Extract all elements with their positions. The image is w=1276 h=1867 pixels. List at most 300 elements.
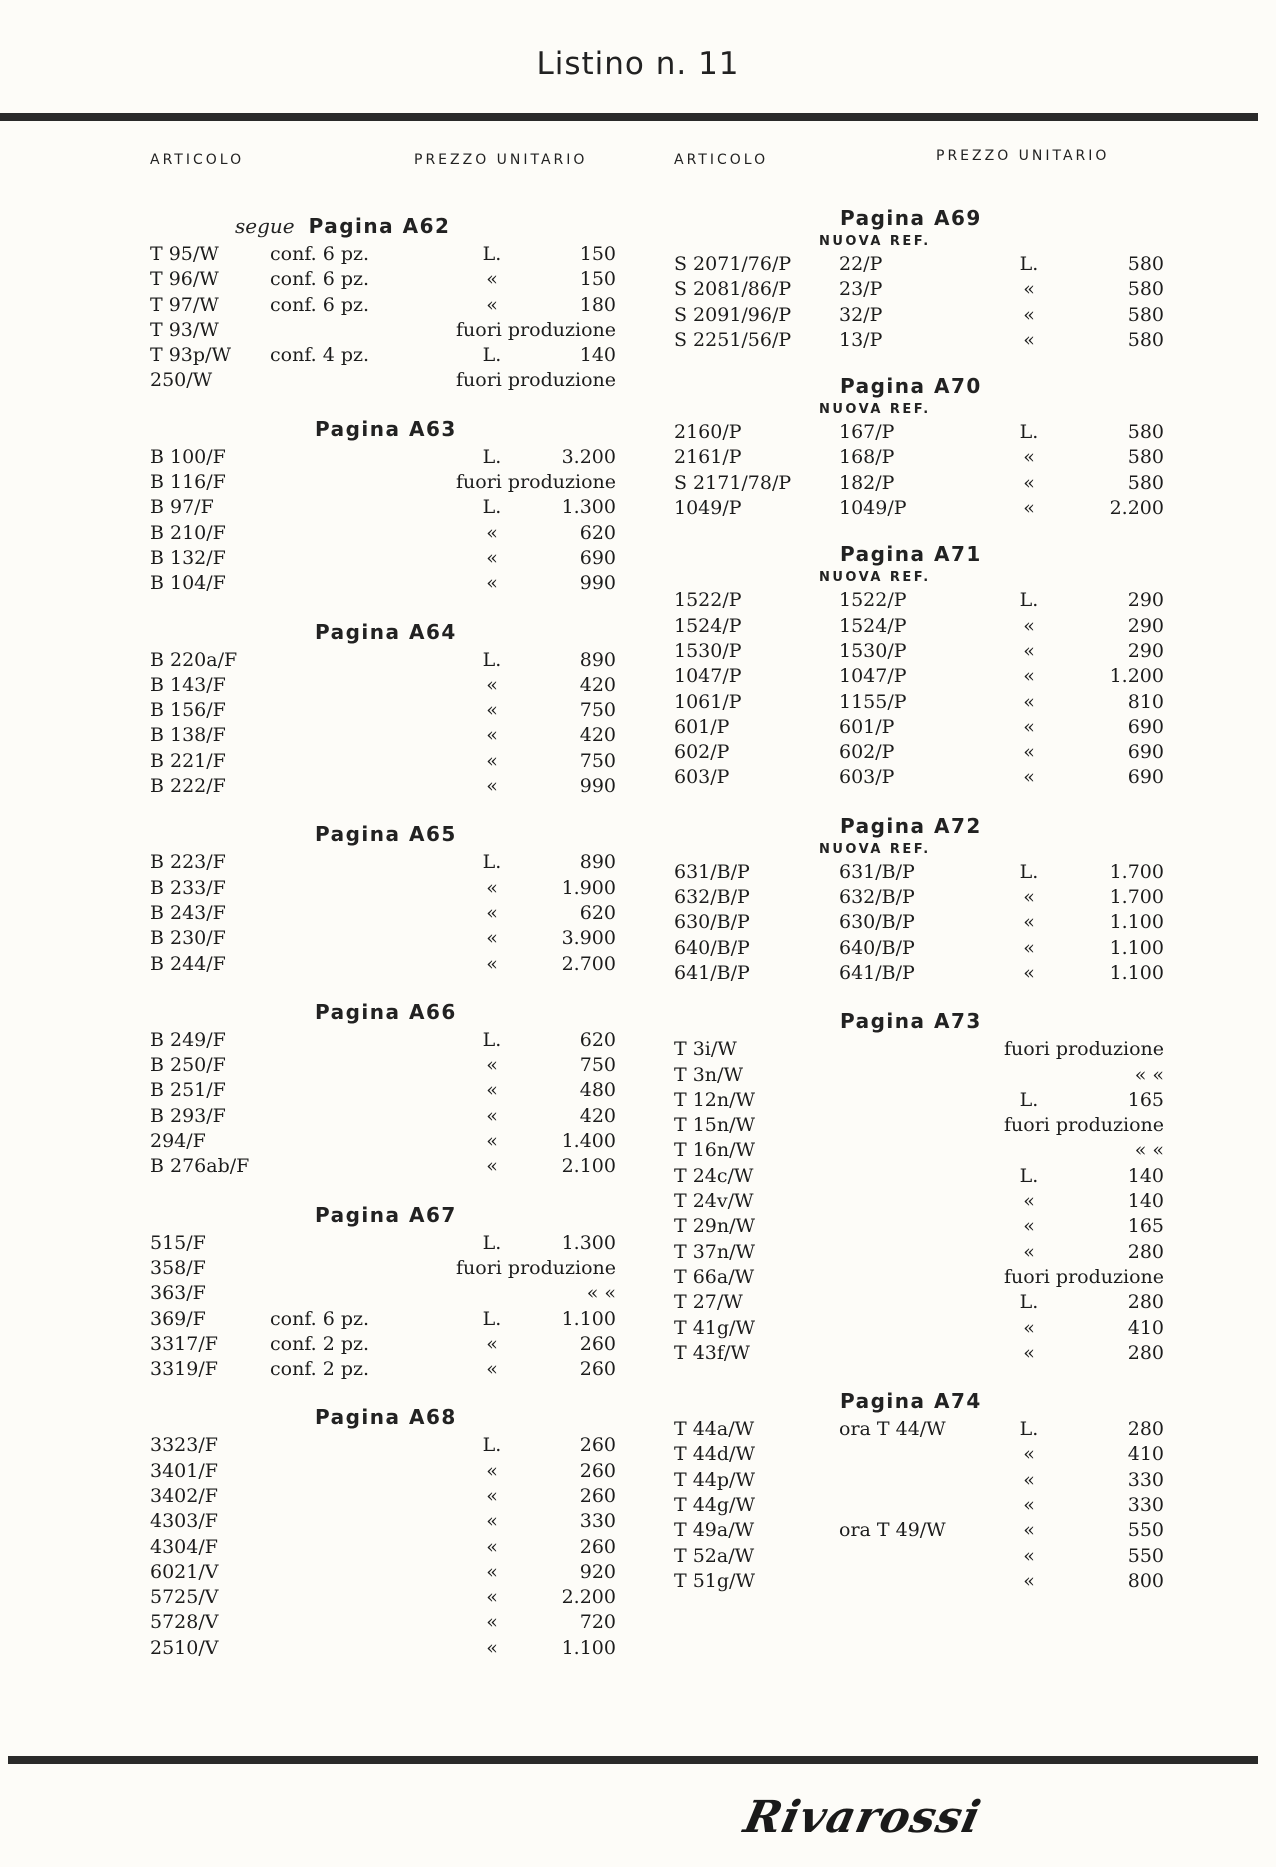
top-rule	[0, 113, 1258, 121]
price-row	[150, 951, 650, 976]
unit-price: 1.700	[1109, 860, 1164, 883]
unit-price: 290	[1127, 639, 1164, 662]
group-heading-text: Pagina A70	[840, 374, 982, 399]
article-code: T 24c/W	[674, 1164, 754, 1187]
currency-mark: «	[486, 699, 498, 722]
new-reference: 1155/P	[839, 690, 907, 713]
currency-mark: «	[1023, 886, 1035, 909]
unit-price: 1.200	[1109, 665, 1164, 688]
article-code: T 49a/W	[674, 1519, 755, 1542]
currency-mark: «	[1023, 446, 1035, 469]
article-code: S 2171/78/P	[674, 471, 792, 494]
unit-price: 580	[1127, 253, 1164, 275]
article-code: T 44d/W	[674, 1443, 755, 1466]
article-code: 2510/V	[150, 1636, 219, 1659]
currency-mark: «	[486, 1155, 498, 1178]
unit-price: 620	[579, 901, 616, 924]
unit-price: 420	[579, 1104, 616, 1127]
price-row	[150, 1077, 650, 1102]
article-code: 2160/P	[674, 421, 742, 444]
price-row	[150, 342, 650, 367]
unit-price: 260	[579, 1434, 616, 1457]
article-code: T 41g/W	[674, 1316, 755, 1339]
currency-mark: «	[486, 1484, 498, 1507]
price-row	[150, 647, 650, 672]
price-row	[150, 1458, 650, 1483]
article-code: B 116/F	[150, 471, 226, 494]
article-code: T 44a/W	[674, 1418, 755, 1441]
unit-price: 420	[579, 724, 616, 747]
production-status: « «	[586, 1282, 616, 1305]
unit-price: 2.700	[561, 952, 616, 975]
article-code: T 97/W	[150, 293, 219, 316]
unit-price: 580	[1127, 421, 1164, 444]
unit-price: 165	[1127, 1088, 1164, 1111]
unit-price: 1.400	[561, 1130, 616, 1153]
currency-mark: «	[486, 1130, 498, 1153]
header-prezzo-right: PREZZO UNITARIO	[936, 148, 1110, 164]
group-heading-text: Pagina A73	[840, 1009, 982, 1034]
article-code: B 222/F	[150, 775, 226, 798]
price-row	[150, 1255, 650, 1280]
article-code: 6021/V	[150, 1560, 219, 1583]
unit-price: 140	[1127, 1164, 1164, 1187]
article-code: 1530/P	[674, 639, 742, 662]
currency-mark: L.	[482, 851, 502, 874]
article-code: T 24v/W	[674, 1190, 754, 1213]
unit-price: 2.200	[561, 1586, 616, 1609]
production-status: fuori produzione	[1004, 1265, 1164, 1288]
price-row	[674, 327, 1194, 352]
new-reference: 632/B/P	[839, 886, 915, 909]
group-heading-text: Pagina A65	[315, 822, 457, 847]
currency-mark: L.	[482, 648, 502, 671]
currency-mark: «	[486, 1054, 498, 1077]
article-code: S 2081/86/P	[674, 278, 792, 301]
currency-mark: «	[1023, 1215, 1035, 1238]
article-code: T 29n/W	[674, 1215, 756, 1238]
currency-mark: «	[1023, 1316, 1035, 1339]
article-code: B 244/F	[150, 952, 226, 975]
currency-mark: «	[1023, 471, 1035, 494]
unit-price: 690	[1127, 715, 1164, 738]
price-row	[674, 689, 1194, 714]
article-code: T 3i/W	[674, 1038, 737, 1061]
article-code: S 2091/96/P	[674, 303, 792, 326]
new-reference: 22/P	[839, 253, 883, 275]
price-row	[150, 1635, 650, 1660]
price-row	[674, 638, 1194, 663]
price-row	[674, 764, 1194, 789]
currency-mark: «	[1023, 639, 1035, 662]
price-row	[150, 672, 650, 697]
currency-mark: L.	[1019, 860, 1039, 883]
price-row	[150, 1534, 650, 1559]
article-code: 632/B/P	[674, 886, 750, 909]
unit-price: 920	[579, 1560, 616, 1583]
article-code: T 66a/W	[674, 1265, 755, 1288]
price-row	[150, 241, 650, 266]
article-code: B 138/F	[150, 724, 226, 747]
price-row	[674, 1163, 1194, 1188]
currency-mark: «	[1023, 614, 1035, 637]
article-code: 3402/F	[150, 1484, 218, 1507]
article-code: 5725/V	[150, 1586, 219, 1609]
price-row	[150, 1508, 650, 1533]
price-row	[150, 545, 650, 570]
currency-mark: «	[486, 293, 498, 316]
article-code: 3401/F	[150, 1459, 218, 1482]
unit-price: 580	[1127, 303, 1164, 326]
unit-price: 1.900	[561, 876, 616, 899]
article-code: T 96/W	[150, 268, 219, 291]
new-reference: 23/P	[839, 278, 883, 301]
currency-mark: «	[486, 1079, 498, 1102]
price-row	[150, 469, 650, 494]
unit-price: 620	[579, 521, 616, 544]
currency-mark: «	[486, 901, 498, 924]
currency-mark: «	[486, 1510, 498, 1533]
article-code: 4304/F	[150, 1535, 218, 1558]
price-row	[674, 1568, 1194, 1593]
group-heading-text: Pagina A74	[840, 1389, 982, 1414]
article-code: B 276ab/F	[150, 1155, 250, 1178]
currency-mark: «	[1023, 690, 1035, 713]
nuova-ref-label: NUOVA REF.	[819, 841, 931, 857]
group-heading-text: Pagina A64	[315, 619, 457, 644]
group-heading	[150, 820, 650, 849]
price-row	[674, 251, 1194, 276]
unit-price: 3.200	[561, 445, 616, 468]
price-row	[674, 935, 1194, 960]
unit-price: 810	[1127, 690, 1164, 713]
article-code: T 44g/W	[674, 1493, 755, 1516]
article-code: 1049/P	[674, 497, 742, 520]
group-heading-text: Pagina A68	[315, 1405, 457, 1430]
currency-mark: L.	[482, 1307, 502, 1330]
article-code: 250/W	[150, 369, 213, 392]
unit-price: 165	[1127, 1215, 1164, 1238]
price-row	[674, 1137, 1194, 1162]
price-group	[150, 998, 650, 1179]
article-code: 3317/F	[150, 1332, 218, 1355]
unit-price: 410	[1127, 1443, 1164, 1466]
unit-price: 580	[1127, 278, 1164, 301]
currency-mark: L.	[1019, 589, 1039, 612]
package-size: conf. 6 pz.	[270, 1307, 370, 1330]
unit-price: 3.900	[561, 927, 616, 950]
unit-price: 290	[1127, 614, 1164, 637]
group-heading	[674, 812, 1194, 841]
package-size: conf. 2 pz.	[270, 1358, 370, 1381]
group-heading-text: Pagina A62	[308, 214, 451, 238]
unit-price: 260	[579, 1535, 616, 1558]
currency-mark: «	[1023, 497, 1035, 520]
unit-price: 280	[1127, 1341, 1164, 1364]
new-reference: 1047/P	[839, 665, 907, 688]
price-row	[674, 1492, 1194, 1517]
unit-price: 580	[1127, 446, 1164, 469]
production-status: fuori produzione	[456, 369, 616, 392]
article-code: B 220a/F	[150, 648, 238, 671]
price-group	[150, 1201, 650, 1382]
price-row	[150, 1356, 650, 1381]
unit-price: 140	[579, 344, 616, 367]
currency-mark: «	[486, 1535, 498, 1558]
article-code: T 93p/W	[150, 344, 231, 367]
unit-price: 720	[579, 1611, 616, 1634]
currency-mark: «	[486, 1636, 498, 1659]
price-row	[150, 697, 650, 722]
currency-mark: L.	[1019, 253, 1039, 275]
price-row	[674, 1062, 1194, 1087]
group-heading	[150, 415, 650, 444]
header-articolo-right: ARTICOLO	[674, 152, 769, 168]
price-row	[674, 663, 1194, 688]
price-row	[674, 1416, 1194, 1441]
article-code: B 210/F	[150, 521, 226, 544]
price-row	[674, 1036, 1194, 1061]
bottom-rule	[8, 1756, 1258, 1764]
group-heading	[150, 998, 650, 1027]
currency-mark: L.	[482, 1434, 502, 1457]
article-code: B 132/F	[150, 546, 226, 569]
package-size: conf. 6 pz.	[270, 293, 370, 316]
group-heading-text: Pagina A71	[840, 542, 982, 567]
production-status: fuori produzione	[1004, 1038, 1164, 1061]
price-row	[150, 444, 650, 469]
price-row	[150, 1052, 650, 1077]
article-code: 1522/P	[674, 589, 742, 612]
unit-price: 420	[579, 673, 616, 696]
new-reference: 601/P	[839, 715, 895, 738]
price-row	[150, 773, 650, 798]
unit-price: 890	[579, 851, 616, 874]
currency-mark: «	[486, 1560, 498, 1583]
group-heading	[674, 1387, 1194, 1416]
currency-mark: «	[1023, 1519, 1035, 1542]
article-code: 2161/P	[674, 446, 742, 469]
article-code: 1047/P	[674, 665, 742, 688]
article-code: B 293/F	[150, 1104, 226, 1127]
price-group	[674, 1007, 1194, 1365]
price-row	[674, 960, 1194, 985]
currency-mark: «	[486, 876, 498, 899]
currency-mark: «	[486, 1332, 498, 1355]
nuova-ref-label: NUOVA REF.	[819, 402, 931, 418]
price-group	[150, 618, 650, 799]
currency-mark: «	[486, 268, 498, 291]
price-row	[674, 587, 1194, 612]
production-status: fuori produzione	[456, 1256, 616, 1279]
price-row	[674, 739, 1194, 764]
article-code: 641/B/P	[674, 961, 750, 984]
price-row	[674, 1315, 1194, 1340]
article-code: 1061/P	[674, 690, 742, 713]
price-row	[150, 1483, 650, 1508]
left-groups	[150, 190, 650, 1660]
new-reference: 641/B/P	[839, 961, 915, 984]
unit-price: 330	[1127, 1468, 1164, 1491]
currency-mark: L.	[1019, 1088, 1039, 1111]
unit-price: 180	[579, 293, 616, 316]
currency-mark: L.	[482, 1028, 502, 1051]
article-code: B 243/F	[150, 901, 226, 924]
article-code: T 44p/W	[674, 1468, 755, 1491]
unit-price: 800	[1127, 1569, 1164, 1592]
article-code: T 95/W	[150, 243, 219, 265]
unit-price: 2.100	[561, 1155, 616, 1178]
price-row	[674, 1543, 1194, 1568]
group-heading-text: Pagina A63	[315, 416, 457, 441]
currency-mark: «	[486, 1611, 498, 1634]
currency-mark: «	[486, 673, 498, 696]
price-group	[674, 540, 1194, 789]
unit-price: 690	[1127, 741, 1164, 764]
new-reference: 631/B/P	[839, 860, 915, 883]
header-articolo-left: ARTICOLO	[150, 152, 245, 168]
article-code: 369/F	[150, 1307, 206, 1330]
price-row	[150, 722, 650, 747]
currency-mark: «	[486, 1104, 498, 1127]
price-row	[150, 925, 650, 950]
currency-mark: L.	[482, 445, 502, 468]
article-code: T 27/W	[674, 1291, 743, 1314]
unit-price: 480	[579, 1079, 616, 1102]
currency-mark: «	[486, 775, 498, 798]
group-heading	[674, 540, 1194, 569]
unit-price: 260	[579, 1332, 616, 1355]
unit-price: 330	[579, 1510, 616, 1533]
group-heading	[150, 212, 650, 241]
new-reference: 603/P	[839, 766, 895, 789]
price-row	[674, 1517, 1194, 1542]
article-code: 4303/F	[150, 1510, 218, 1533]
article-code: B 223/F	[150, 851, 226, 874]
price-row	[674, 1441, 1194, 1466]
new-reference: 1530/P	[839, 639, 907, 662]
price-row	[150, 1128, 650, 1153]
unit-price: 750	[579, 699, 616, 722]
price-row	[150, 1103, 650, 1128]
unit-price: 620	[579, 1028, 616, 1051]
new-reference: 1524/P	[839, 614, 907, 637]
unit-price: 580	[1127, 328, 1164, 351]
currency-mark: «	[486, 749, 498, 772]
unit-price: 750	[579, 1054, 616, 1077]
article-code: 358/F	[150, 1256, 206, 1279]
unit-price: 1.100	[561, 1636, 616, 1659]
price-row	[150, 1331, 650, 1356]
currency-mark: «	[486, 952, 498, 975]
new-reference: 602/P	[839, 741, 895, 764]
price-row	[150, 1432, 650, 1457]
price-row	[150, 1306, 650, 1331]
article-code: 515/F	[150, 1231, 206, 1254]
unit-price: 890	[579, 648, 616, 671]
article-code: B 143/F	[150, 673, 226, 696]
group-heading-text: Pagina A72	[840, 813, 982, 838]
currency-mark: «	[1023, 665, 1035, 688]
new-reference: ora T 44/W	[839, 1418, 946, 1441]
package-size: conf. 6 pz.	[270, 268, 370, 291]
unit-price: 690	[1127, 766, 1164, 789]
group-heading	[150, 1201, 650, 1230]
price-row	[674, 1188, 1194, 1213]
group-heading-text: Pagina A67	[315, 1202, 457, 1227]
currency-mark: «	[486, 724, 498, 747]
price-row	[150, 748, 650, 773]
currency-mark: «	[1023, 766, 1035, 789]
article-code: B 251/F	[150, 1079, 226, 1102]
currency-mark: «	[1023, 741, 1035, 764]
group-heading-text: Pagina A66	[315, 999, 457, 1024]
new-reference: 1049/P	[839, 497, 907, 520]
currency-mark: «	[486, 546, 498, 569]
article-code: B 97/F	[150, 496, 214, 519]
price-group	[150, 415, 650, 596]
article-code: 1524/P	[674, 614, 742, 637]
price-row	[150, 1609, 650, 1634]
unit-price: 260	[579, 1358, 616, 1381]
article-code: T 15n/W	[674, 1114, 756, 1137]
price-row	[150, 1559, 650, 1584]
production-status: fuori produzione	[456, 471, 616, 494]
unit-price: 260	[579, 1459, 616, 1482]
price-row	[674, 1239, 1194, 1264]
price-row	[150, 1027, 650, 1052]
unit-price: 1.100	[1109, 961, 1164, 984]
price-group	[674, 372, 1194, 520]
currency-mark: «	[1023, 1341, 1035, 1364]
new-reference: 32/P	[839, 303, 883, 326]
new-reference: 167/P	[839, 421, 895, 444]
article-code: 603/P	[674, 766, 730, 789]
group-heading-text: Pagina A69	[840, 206, 982, 230]
unit-price: 280	[1127, 1240, 1164, 1263]
article-code: 3323/F	[150, 1434, 218, 1457]
currency-mark: «	[1023, 1493, 1035, 1516]
price-row	[674, 276, 1194, 301]
currency-mark: «	[486, 927, 498, 950]
article-code: 631/B/P	[674, 860, 750, 883]
unit-price: 990	[579, 775, 616, 798]
new-reference: 182/P	[839, 471, 895, 494]
segue-label: segue	[235, 214, 295, 238]
new-reference: ora T 49/W	[839, 1519, 946, 1542]
unit-price: 550	[1127, 1544, 1164, 1567]
price-row	[150, 1230, 650, 1255]
unit-price: 580	[1127, 471, 1164, 494]
article-code: T 37n/W	[674, 1240, 756, 1263]
article-code: B 100/F	[150, 445, 226, 468]
price-row	[674, 1112, 1194, 1137]
article-code: 363/F	[150, 1282, 206, 1305]
currency-mark: L.	[482, 344, 502, 367]
price-row	[150, 367, 650, 392]
unit-price: 290	[1127, 589, 1164, 612]
production-status: fuori produzione	[1004, 1114, 1164, 1137]
article-code: T 93/W	[150, 318, 219, 341]
unit-price: 1.300	[561, 1231, 616, 1254]
article-code: B 249/F	[150, 1028, 226, 1051]
article-code: T 16n/W	[674, 1139, 756, 1162]
price-row	[150, 292, 650, 317]
production-status: « «	[1134, 1063, 1164, 1086]
package-size: conf. 4 pz.	[270, 344, 370, 367]
currency-mark: L.	[482, 243, 502, 265]
article-code: T 51g/W	[674, 1569, 755, 1592]
